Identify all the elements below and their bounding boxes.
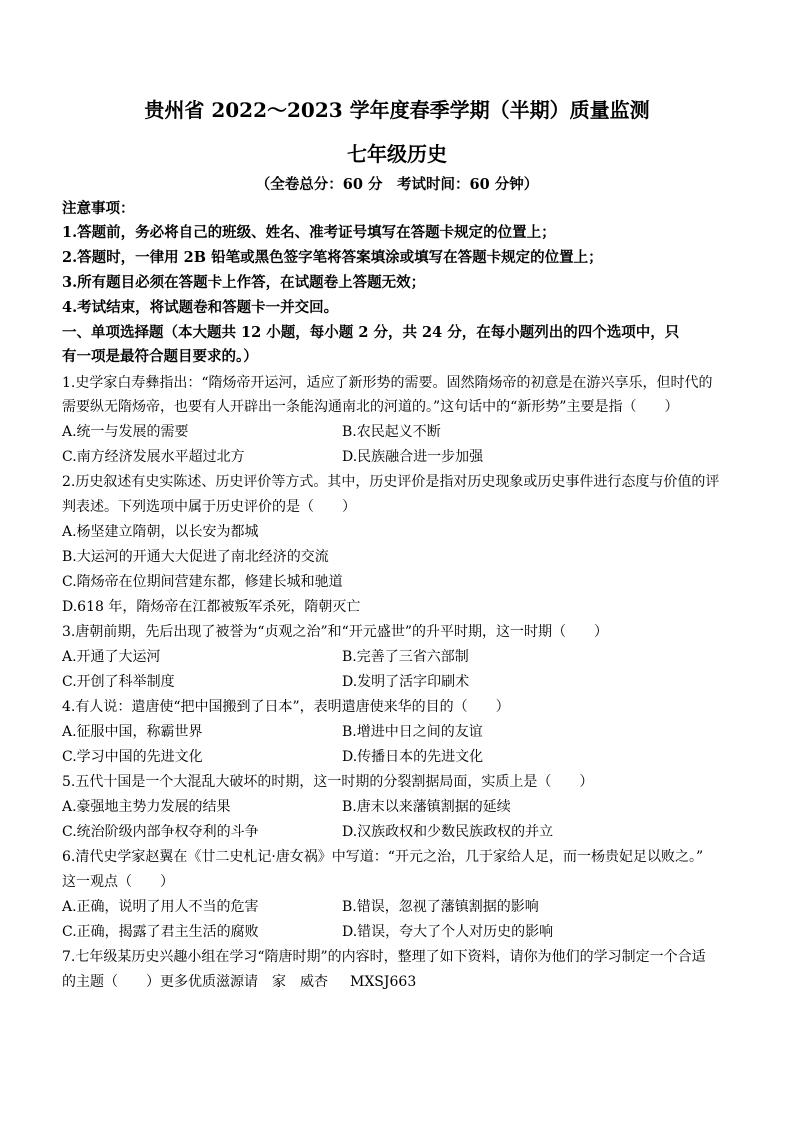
q4-option-b: B.增进中日之间的友谊	[342, 724, 483, 740]
notice-item-2: 2.答题时，一律用 2B 铅笔或黑色签字笔将答案填涂或填写在答题卡规定的位置上；	[62, 249, 603, 266]
q4-option-c: C.学习中国的先进文化	[62, 749, 203, 765]
watermark-code: MXSJ663	[350, 974, 417, 990]
q4-stem: 4.有人说：遣唐使“把中国搬到了日本”，表明遣唐使来华的目的（ ）	[62, 699, 510, 715]
exam-subject: 七年级历史	[347, 142, 447, 166]
q1-option-a: A.统一与发展的需要	[62, 424, 189, 440]
q2-option-d: D.618 年，隋炀帝在江都被叛军杀死，隋朝灭亡	[62, 599, 361, 615]
q2-option-c: C.隋炀帝在位期间营建东都，修建长城和驰道	[62, 574, 343, 590]
q1-stem-line-1: 1.史学家白寿彝指出：“隋炀帝开运河，适应了新形势的需要。固然隋炀帝的初意是在游兴享乐，但时代的	[62, 375, 713, 391]
q3-option-a: A.开通了大运河	[62, 649, 161, 665]
notice-item-1: 1.答题前，务必将自己的班级、姓名、准考证号填写在答题卡规定的位置上；	[62, 224, 556, 241]
exam-title: 贵州省 2022～2023 学年度春季学期（半期）质量监测	[144, 98, 650, 122]
q5-option-a: A.豪强地主势力发展的结果	[62, 799, 231, 815]
q6-stem-line-1: 6.清代史学家赵翼在《廿二史札记·唐女祸》中写道：“开元之治，几于家给人足，而一杨贵妃足以败之。”	[62, 849, 704, 865]
q7-stem-line-1: 7.七年级某历史兴趣小组在学习“隋唐时期”的内容时，整理了如下资料，请你为他们的学习制定一个合适	[62, 949, 706, 965]
notice-heading: 注意事项：	[62, 200, 135, 217]
q1-option-b: B.农民起义不断	[342, 424, 441, 440]
q4-option-a: A.征服中国，称霸世界	[62, 724, 203, 740]
notice-item-4: 4.考试结束，将试题卷和答题卡一并交回。	[62, 299, 339, 316]
q6-stem-line-2: 这一观点（ ）	[62, 874, 174, 890]
q2-option-b: B.大运河的开通大大促进了南北经济的交流	[62, 549, 329, 565]
q3-option-b: B.完善了三省六部制	[342, 649, 469, 665]
q1-option-d: D.民族融合进一步加强	[342, 449, 484, 465]
section-heading-line-1: 一、单项选择题（本大题共 12 小题，每小题 2 分，共 24 分，在每小题列出的四个选项中，只	[62, 324, 680, 341]
q5-stem: 5.五代十国是一个大混乱大破坏的时期，这一时期的分裂割据局面，实质上是（ ）	[62, 774, 594, 790]
q6-option-b: B.错误，忽视了藩镇割据的影响	[342, 899, 539, 915]
notice-item-3: 3.所有题目必须在答题卡上作答，在试题卷上答题无效；	[62, 274, 426, 291]
q5-option-b: B.唐末以来藩镇割据的延续	[342, 799, 511, 815]
q1-option-c: C.南方经济发展水平超过北方	[62, 449, 245, 465]
q7-stem-line-2	[62, 973, 752, 991]
q1-stem-line-2: 需要纵无隋炀帝，也要有人开辟出一条能沟通南北的河道的。”这句话中的“新形势”主要是指（ ）	[62, 399, 679, 415]
q2-stem-line-1: 2.历史叙述有史实陈述、历史评价等方式。其中，历史评价是指对历史现象或历史事件进行态度与价值的评	[62, 474, 720, 490]
q5-option-c: C.统治阶级内部争权夺利的斗争	[62, 824, 259, 840]
q3-option-c: C.开创了科举制度	[62, 674, 175, 690]
q6-option-c: C.正确，揭露了君主生活的腐败	[62, 924, 259, 940]
section-heading-line-2: 有一项是最符合题目要求的。）	[62, 348, 258, 365]
q6-option-d: D.错误，夸大了个人对历史的影响	[342, 924, 554, 940]
q7-stem-text: 的主题（ ）更多优质滋源请 家 威杏	[62, 974, 328, 990]
q3-option-d: D.发明了活字印刷术	[342, 674, 470, 690]
q2-stem-line-2: 判表述。下列选项中属于历史评价的是（ ）	[62, 499, 356, 515]
q6-option-a: A.正确，说明了用人不当的危害	[62, 899, 259, 915]
q2-option-a: A.杨坚建立隋朝，以长安为都城	[62, 524, 259, 540]
exam-meta: （全卷总分：60 分 考试时间：60 分钟）	[255, 176, 539, 193]
q4-option-d: D.传播日本的先进文化	[342, 749, 484, 765]
q5-option-d: D.汉族政权和少数民族政权的并立	[342, 824, 554, 840]
q3-stem: 3.唐朝前期，先后出现了被誉为“贞观之治”和“开元盛世”的升平时期，这一时期（ ）	[62, 624, 608, 640]
